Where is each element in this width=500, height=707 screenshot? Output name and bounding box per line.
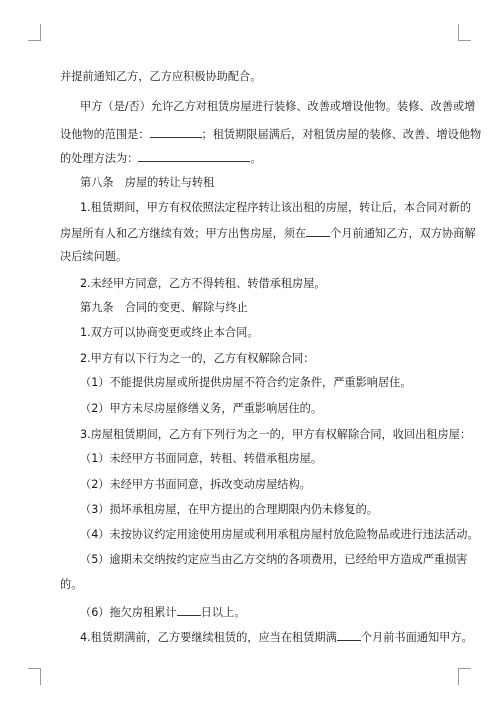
text-line: 并提前通知乙方，乙方应积极协助配合。 (60, 70, 262, 83)
text-line (80, 629, 473, 645)
text-line: 2.甲方有以下行为之一的，乙方有权解除合同： (80, 352, 315, 365)
text-line: 1.双方可以协商变更或终止本合同。 (80, 326, 259, 339)
text-line: 甲方（是/否）允许乙方对租赁房屋进行装修、改善或增设他物。装修、改善或增 (80, 100, 476, 113)
text-line: （4）未按协议约定用途使用房屋或利用承租房屋村放危险物品或进行违法活动。 (80, 528, 479, 541)
text-line: （5）逾期未交纳按约定应当由乙方交纳的各项费用，已经给甲方造成严重损害 (80, 553, 468, 566)
fill-blank (337, 629, 361, 641)
corner-mark-bottom-right (458, 668, 471, 685)
text-line: 3.房屋租赁期间，乙方有下列行为之一的，甲方有权解除合同，收回出租房屋： (80, 428, 472, 441)
text-line (60, 225, 476, 241)
text-line: （2）未经甲方书面同意，拆改变动房屋结构。 (80, 478, 311, 491)
text-line: 1.租赁期间，甲方有权依照法定程序转让该出租的房屋，转让后，本合同对新的 (80, 201, 472, 214)
fill-blank (177, 604, 201, 616)
text-line: 的。 (60, 578, 83, 591)
fill-blank (138, 150, 250, 162)
text-line (80, 604, 450, 620)
section-heading: 第八条 房屋的转让与转租 (80, 176, 215, 189)
fill-blank (150, 126, 202, 138)
text-span: 个月前通知乙方，双方协商解 (330, 227, 476, 240)
text-span: ；租赁期限届满后，对租赁房屋的装修、改善、增设他物 (201, 128, 482, 141)
corner-mark-bottom-left (28, 668, 41, 685)
text-span: 个月前书面通知甲方。 (360, 631, 473, 644)
text-span: 房屋所有人和乙方继续有效；甲方出售房屋，须在 (60, 227, 307, 240)
text-span: 4.租赁期满前，乙方要继续租赁的，应当在租赁期满 (80, 631, 337, 644)
text-span: 设他物的范围是： (60, 128, 150, 141)
section-heading: 第九条 合同的变更、解除与终止 (80, 301, 248, 314)
fill-blank (306, 225, 330, 237)
text-span: 。 (250, 152, 262, 165)
text-line: 决后续问题。 (60, 250, 128, 263)
text-span: 的处理方法为： (60, 152, 139, 165)
text-line: 2.未经甲方同意，乙方不得转租、转借承租房屋。 (80, 277, 326, 290)
text-line (60, 150, 450, 166)
text-line: （2）甲方未尽房屋修缮义务，严重影响居住的。 (80, 402, 323, 415)
text-span: （6）拖欠房租累计 (80, 606, 177, 619)
text-span: 日以上。 (200, 606, 246, 619)
text-line: （1）不能提供房屋或所提供房屋不符合约定条件，严重影响居住。 (80, 376, 412, 389)
text-line: （1）未经甲方书面同意，转租、转借承租房屋。 (80, 452, 323, 465)
text-line: （3）损坏承租房屋，在甲方提出的合理期限内仍未修复的。 (80, 503, 378, 516)
corner-mark-top-left (28, 24, 41, 41)
text-line (60, 126, 482, 142)
corner-mark-top-right (458, 24, 471, 41)
